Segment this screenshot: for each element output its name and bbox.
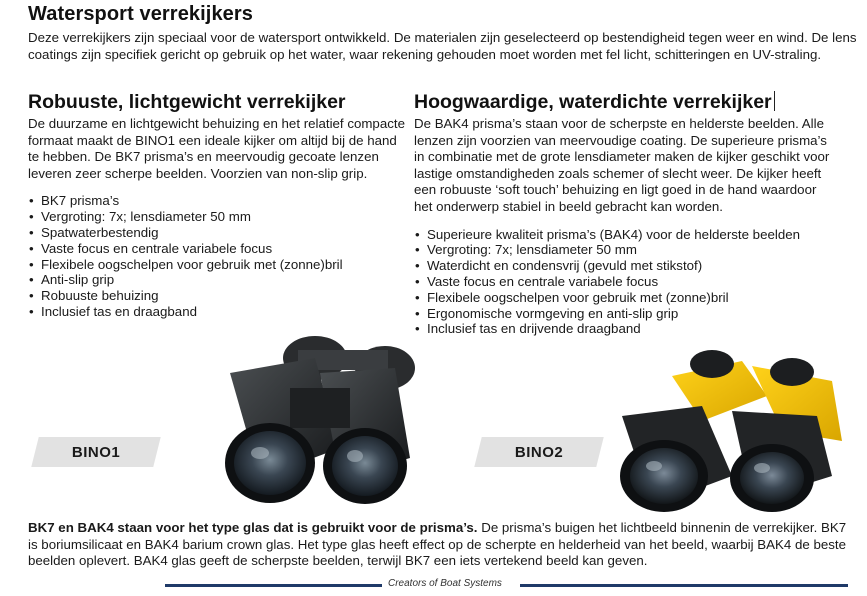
bino1-label xyxy=(31,437,160,467)
glass-type-note xyxy=(28,520,858,570)
footer-divider-right xyxy=(520,584,848,587)
list-item: • Waterdicht en condensvrij (gevuld met stikstof) xyxy=(414,258,834,274)
bino1-section xyxy=(28,91,408,320)
list-item: • BK7 prisma’s xyxy=(28,193,408,209)
list-item: • Inclusief tas en drijvende draagband xyxy=(414,321,834,337)
list-item: • Vaste focus en centrale variabele focus xyxy=(28,241,408,257)
bino2-binoculars-image xyxy=(592,336,848,514)
list-item: • Vaste focus en centrale variabele focus xyxy=(414,274,834,290)
list-item: • Robuuste behuizing xyxy=(28,288,408,304)
text-cursor xyxy=(774,91,775,111)
bino2-label xyxy=(474,437,603,467)
bino1-description: De duurzame en lichtgewicht behuizing en het relatief compacte formaat maakt de BINO1 een ideale kijker om altijd bij de hand te hebben. De BK7 prisma’s en meervoudig gecoate lenzen leveren zeer scherpe beelden. Voorzien van non-slip grip. xyxy=(28,116,405,181)
list-item: • Flexibele oogschelpen voor gebruik met (zonne)bril xyxy=(414,290,834,306)
list-item: • Spatwaterbestendig xyxy=(28,225,408,241)
bino1-feature-list xyxy=(28,193,408,319)
glass-type-note-bold: BK7 en BAK4 staan voor het type glas dat is gebruikt voor de prisma’s. xyxy=(28,520,478,535)
list-item: • Anti-slip grip xyxy=(28,272,408,288)
list-item: • Flexibele oogschelpen voor gebruik met (zonne)bril xyxy=(28,257,408,273)
bino2-heading: Hoogwaardige, waterdichte verrekijker xyxy=(414,91,772,113)
bino1-heading: Robuuste, lichtgewicht verrekijker xyxy=(28,91,346,113)
footer-divider-left xyxy=(165,584,382,587)
page-title: Watersport verrekijkers xyxy=(28,3,254,25)
bino2-label-text: BINO2 xyxy=(514,443,564,461)
glass-type-note-body: De prisma’s buigen het lichtbeeld binnenin de verrekijker. BK7 is boriumsilicaat en BAK4 barium crown glas. Het type glas heeft effect op de scherpte en helderheid van het beeld, waarbij BAK4 de beste beelden oplevert. BAK4 glas geeft de scherpste beelden, terwijl BK7 een iets vertekend beeld kan geven. xyxy=(28,520,847,569)
bino1-label-text: BINO1 xyxy=(71,443,121,461)
list-item: • Vergroting: 7x; lensdiameter 50 mm xyxy=(414,242,834,258)
list-item: • Inclusief tas en draagband xyxy=(28,304,408,320)
bino1-binoculars-image xyxy=(190,328,420,508)
bino2-heading-row xyxy=(414,91,834,113)
bino2-section xyxy=(414,91,834,337)
bino2-description: De BAK4 prisma’s staan voor de scherpste en helderste beelden. Alle lenzen zijn voorzien van meervoudige coating. De superieure prisma’s in combinatie met de grote lensdiameter maken de kijker geschikt voor lastige omstandigheden zoals schemer of slecht weer. De kijker heeft een robuuste ‘soft touch’ behuizing en ligt goed in de hand waardoor het onderwerp stabiel in beeld gebracht kan worden. xyxy=(414,116,830,214)
intro-paragraph: Deze verrekijkers zijn speciaal voor de watersport ontwikkeld. De materialen zijn geselecteerd op bestendigheid tegen weer en wind. De lens coatings zijn specifiek gericht op gebruik op het water, waar rekening gehouden moet worden met fel licht, schitteringen en UV-straling. xyxy=(28,30,857,62)
list-item: • Vergroting: 7x; lensdiameter 50 mm xyxy=(28,209,408,225)
bino2-feature-list xyxy=(414,227,834,338)
list-item: • Ergonomische vormgeving en anti-slip grip xyxy=(414,306,834,322)
list-item: • Superieure kwaliteit prisma’s (BAK4) voor de helderste beelden xyxy=(414,227,834,243)
footer-tagline: Creators of Boat Systems xyxy=(388,578,502,589)
